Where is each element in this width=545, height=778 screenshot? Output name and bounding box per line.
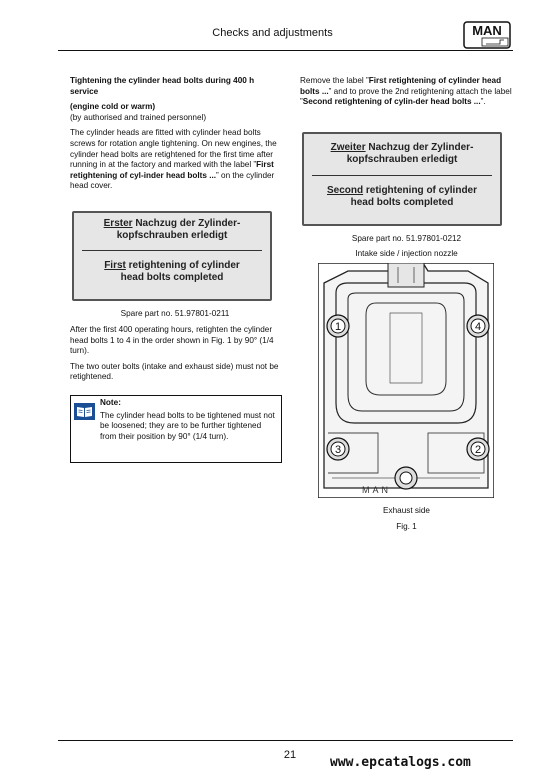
bolt-label: 2 [474, 444, 482, 456]
man-logo-graphic [462, 16, 512, 50]
bolt-2 [467, 438, 489, 460]
cover-text: MAN [362, 485, 391, 495]
header-divider [58, 50, 513, 51]
intro-paragraph: The cylinder heads are fitted with cylinder head bolts screws for rotation angle tightening. On new engines, the cylinder head bolts are retightened for the first time after running in at the factory and marked with the label ”First retightening of cyl-inder head bolts ...” on the cylinder head cover. [70, 128, 277, 191]
bolt-label: 1 [334, 321, 342, 333]
bolt-3 [327, 438, 349, 460]
man-logo [462, 16, 512, 50]
bolt-1 [327, 315, 349, 337]
section-heading: Tightening the cylinder head bolts during 400 h service [70, 76, 255, 96]
cylinder-head-drawing [318, 263, 494, 498]
cylinder-head-figure [318, 263, 494, 498]
bolt-label: 4 [474, 321, 482, 333]
footer-divider [58, 740, 513, 741]
first-retightening-label [72, 211, 272, 301]
note-content [100, 398, 278, 442]
label-english-text: Second retightening of cylinder head bolts completed [326, 185, 478, 208]
outer-bolt-exhaust [395, 467, 417, 489]
bolt-4 [467, 315, 489, 337]
figure-label: Fig. 1 [396, 522, 417, 531]
note-text: The cylinder head bolts to be tightened must not be loosened; they are to be further tightened from their position by 90° (1/4 turn). [100, 410, 275, 441]
personnel-note: (by authorised and trained personnel) [70, 112, 207, 122]
page-number: 21 [283, 749, 297, 761]
spare-part-number: Spare part no. 51.97801-0211 [120, 309, 230, 318]
outer-bolts-note: The two outer bolts (intake and exhaust side) must not be retightened. [70, 361, 279, 382]
right-column [300, 76, 513, 108]
watermark-link[interactable]: www.epcatalogs.com [330, 755, 471, 770]
label-german-text: Zweiter Nachzug der Zylinder- kopfschrauben erledigt [330, 142, 474, 165]
left-column-lower [70, 325, 280, 383]
figure-bottom-caption: Exhaust side [383, 506, 430, 515]
man-logo-text: MAN [472, 23, 502, 38]
spare-part-number: Spare part no. 51.97801-0212 [351, 234, 462, 243]
label-german-text: Erster Nachzug der Zylinder- kopfschrauben erledigt [103, 218, 241, 241]
condition-note: (engine cold or warm) [70, 102, 156, 112]
bolt-label: 3 [334, 444, 342, 456]
retighten-instruction: After the first 400 operating hours, retighten the cylinder head bolts 1 to 4 in the order shown in Fig. 1 by 90° (1/4 turn). [70, 325, 274, 356]
replace-label-instruction: Remove the label ”First retightening of cylinder head bolts ...” and to prove the 2nd retightening attach the label ”Second retightening of cylin-der head bolts ...”. [300, 76, 512, 107]
label-english-text: First retightening of cylinder head bolts completed [104, 260, 240, 283]
label-separator [82, 250, 262, 251]
book-icon [74, 403, 95, 420]
note-title: Note: [100, 398, 121, 407]
figure-top-caption: Intake side / injection nozzle [355, 249, 458, 258]
page-header-title: Checks and adjustments [212, 27, 333, 39]
note-box [70, 395, 282, 463]
second-retightening-label [302, 132, 502, 226]
left-column [70, 76, 280, 192]
label-separator [312, 175, 492, 176]
